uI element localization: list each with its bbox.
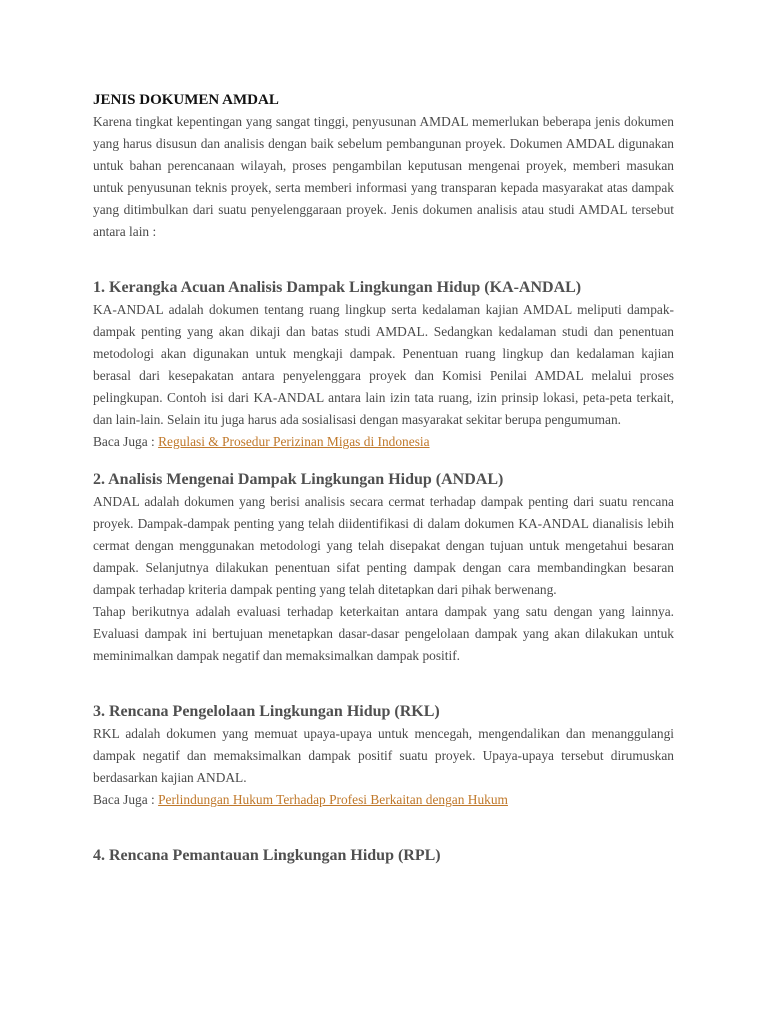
baca-juga: [93, 431, 674, 453]
baca-juga-label: Baca Juga :: [93, 792, 159, 807]
intro-paragraph: Karena tingkat kepentingan yang sangat tinggi, penyusunan AMDAL memerlukan beberapa jenis dokumen yang harus disusun dan analisis dengan baik sebelum pembangunan proyek. Dokumen AMDAL digunakan untuk bahan perencanaan wilayah, proses pengambilan keputusan mengenai proyek, memberi masukan untuk penyusunan teknis proyek, serta memberi informasi yang transparan kepada masyarakat atas dampak yang ditimbulkan dari suatu penyelenggaraan proyek. Jenis dokumen analisis atau studi AMDAL tersebut antara lain :: [93, 114, 674, 239]
section-paragraph: RKL adalah dokumen yang memuat upaya-upaya untuk mencegah, mengendalikan dan menanggulangi dampak negatif dan memaksimalkan dampak positif suatu proyek. Upaya-upaya tersebut dirumuskan berdasarkan kajian ANDAL.: [93, 726, 674, 785]
baca-juga-link-migas[interactable]: Regulasi & Prosedur Perizinan Migas di Indonesia: [158, 434, 430, 449]
baca-juga-label: Baca Juga :: [93, 434, 159, 449]
section-paragraph: Tahap berikutnya adalah evaluasi terhadap keterkaitan antara dampak yang satu dengan yang lainnya. Evaluasi dampak ini bertujuan menetapkan dasar-dasar pengelolaan dampak yang akan dilakukan untuk meminimalkan dampak negatif dan memaksimalkan dampak positif.: [93, 604, 674, 663]
section-paragraph: ANDAL adalah dokumen yang berisi analisis secara cermat terhadap dampak penting dari suatu rencana proyek. Dampak-dampak penting yang telah diidentifikasi di dalam dokumen KA-ANDAL dianalisis lebih cermat dengan menggunakan metodologi yang telah disepakat dengan tujuan untuk mengetahui besaran dampak. Selanjutnya dilakukan penentuan sifat penting dampak dengan cara membandingkan besaran dampak terhadap kriteria dampak penting yang telah ditetapkan dari pihak berwenang.: [93, 494, 674, 597]
section-heading-ka-andal: 1. Kerangka Acuan Analisis Dampak Lingkungan Hidup (KA-ANDAL): [93, 279, 582, 296]
section-heading-andal: 2. Analisis Mengenai Dampak Lingkungan Hidup (ANDAL): [93, 471, 504, 488]
section-heading-rpl: 4. Rencana Pemantauan Lingkungan Hidup (RPL): [93, 847, 441, 864]
section-heading-rkl: 3. Rencana Pengelolaan Lingkungan Hidup (RKL): [93, 703, 440, 720]
document-title: JENIS DOKUMEN AMDAL: [93, 92, 279, 108]
baca-juga-link-hukum[interactable]: Perlindungan Hukum Terhadap Profesi Berkaitan dengan Hukum: [158, 792, 508, 807]
section-paragraph: KA-ANDAL adalah dokumen tentang ruang lingkup serta kedalaman kajian AMDAL meliputi dampak-dampak penting yang akan dikaji dan batas studi AMDAL. Sedangkan kedalaman studi dan penentuan metodologi akan digunakan untuk mengkaji dampak. Penentuan ruang lingkup dan kedalaman kajian berasal dari kesepakatan antara penyelenggara proyek dan Komisi Penilai AMDAL melalui proses pelingkupan. Contoh isi dari KA-ANDAL antara lain izin tata ruang, izin prinsip lokasi, peta-peta terkait, dan lain-lain. Selain itu juga harus ada sosialisasi dengan masyarakat sekitar berupa pengumuman.: [93, 302, 674, 427]
document-body: [93, 89, 674, 867]
baca-juga: [93, 789, 674, 811]
